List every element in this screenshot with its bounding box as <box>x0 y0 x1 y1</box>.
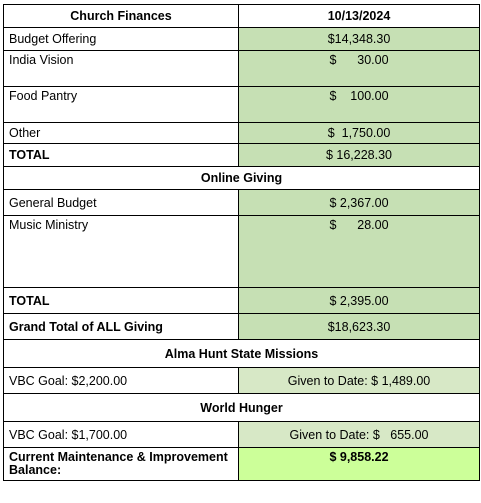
section-row <box>4 340 480 368</box>
maintenance-amount: $ 9,858.22 <box>239 448 480 481</box>
grand-total-amount: $18,623.30 <box>239 314 480 340</box>
row-amount: $ 30.00 <box>239 51 480 87</box>
finance-table <box>3 4 480 481</box>
alma-hunt-title: Alma Hunt State Missions <box>4 340 480 368</box>
online-total-label: TOTAL <box>4 288 239 314</box>
maintenance-row <box>4 448 480 481</box>
row-amount: $ 28.00 <box>239 216 480 288</box>
grand-total-row <box>4 314 480 340</box>
row-amount: $ 100.00 <box>239 87 480 123</box>
grand-total-label: Grand Total of ALL Giving <box>4 314 239 340</box>
row-label: General Budget <box>4 190 239 216</box>
online-total-amount: $ 2,395.00 <box>239 288 480 314</box>
section-row <box>4 394 480 422</box>
header-row <box>4 5 480 28</box>
row-amount: $14,348.30 <box>239 28 480 51</box>
row-amount: $ 1,750.00 <box>239 123 480 144</box>
alma-goal: VBC Goal: $2,200.00 <box>4 368 239 394</box>
hunger-goal: VBC Goal: $1,700.00 <box>4 422 239 448</box>
online-giving-title: Online Giving <box>4 167 480 190</box>
row-label: Music Ministry <box>4 216 239 288</box>
world-hunger-title: World Hunger <box>4 394 480 422</box>
maintenance-label: Current Maintenance & Improvement Balance: <box>4 448 239 481</box>
total-row <box>4 288 480 314</box>
row-label: Budget Offering <box>4 28 239 51</box>
row-amount: $ 2,367.00 <box>239 190 480 216</box>
date-cell: 10/13/2024 <box>239 5 480 28</box>
title-cell: Church Finances <box>4 5 239 28</box>
total-row <box>4 144 480 167</box>
total-label: TOTAL <box>4 144 239 167</box>
table-row <box>4 87 480 123</box>
section-row <box>4 167 480 190</box>
table-row <box>4 368 480 394</box>
row-label: Other <box>4 123 239 144</box>
table-row <box>4 28 480 51</box>
hunger-given: Given to Date: $ 655.00 <box>239 422 480 448</box>
alma-given: Given to Date: $ 1,489.00 <box>239 368 480 394</box>
table-row <box>4 422 480 448</box>
table-row <box>4 123 480 144</box>
row-label: India Vision <box>4 51 239 87</box>
total-amount: $ 16,228.30 <box>239 144 480 167</box>
table-row <box>4 51 480 87</box>
table-row <box>4 216 480 288</box>
table-row <box>4 190 480 216</box>
row-label: Food Pantry <box>4 87 239 123</box>
